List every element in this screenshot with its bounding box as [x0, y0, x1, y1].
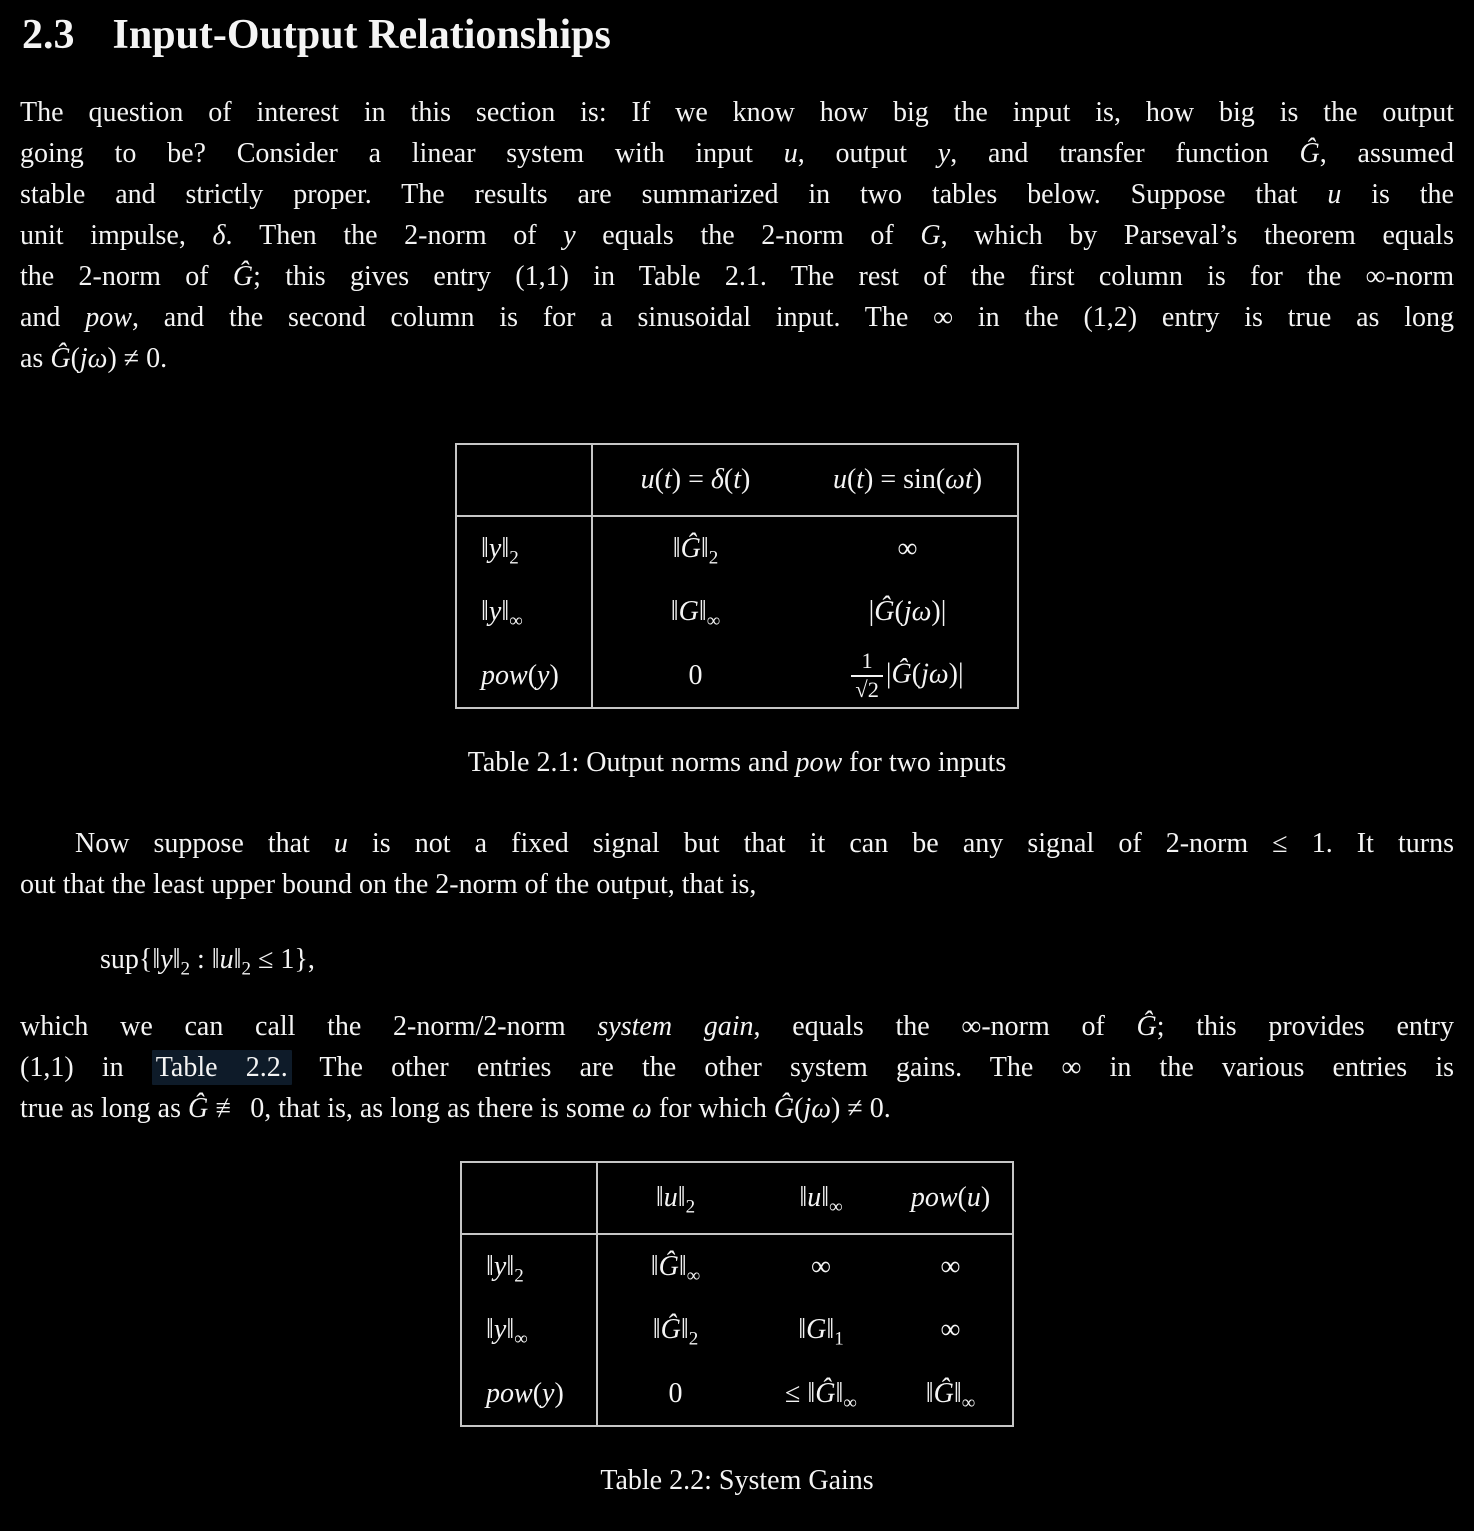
text-run: ωt: [945, 464, 973, 496]
table-cell: [753, 1298, 889, 1362]
text-run: )|: [931, 596, 947, 628]
sup-equation: [100, 939, 1454, 980]
text-run: ‖: [835, 1377, 844, 1409]
table-2-2-link[interactable]: Table 2.2.: [152, 1050, 292, 1085]
text-run: Ĝ: [680, 532, 701, 564]
text-run: (1,1) in: [20, 1052, 152, 1084]
column-header-cell: [753, 1162, 889, 1234]
text-run: ‖: [680, 1314, 689, 1346]
subscript: 2: [509, 547, 519, 569]
text-run: u: [832, 464, 847, 496]
text-run: (: [654, 464, 664, 496]
subscript: ∞: [829, 1196, 843, 1218]
column-header-cell: [592, 444, 798, 516]
table-cell: [889, 1234, 1013, 1298]
text-run: ; this provides entry: [1156, 1011, 1455, 1043]
text-run: ‖: [486, 1250, 494, 1282]
text-run: for which: [651, 1093, 774, 1125]
text-run: ‖: [481, 532, 489, 564]
text-run: as: [20, 343, 51, 375]
subscript: 2: [514, 1265, 524, 1287]
subscript: ∞: [961, 1392, 976, 1414]
text-run: is not a fixed signal but that it can be any signal of 2-norm ≤ 1. It turns: [347, 828, 1454, 860]
text-run: u: [783, 138, 798, 170]
column-header-cell: [798, 444, 1018, 516]
text-run: pow: [85, 302, 132, 334]
text-line: [20, 297, 1454, 338]
subscript: 2: [708, 547, 719, 569]
text-run: (: [794, 1093, 804, 1125]
text-run: ) ≠ 0.: [831, 1093, 891, 1125]
row-label-cell: [461, 1234, 597, 1298]
subscript: ∞: [509, 610, 523, 632]
text-line: [20, 1006, 1454, 1047]
text-run: ‖: [501, 532, 510, 564]
row-label-cell: [456, 516, 592, 580]
table-cell: [889, 1298, 1013, 1362]
row-label-cell: [461, 1362, 597, 1426]
text-run: ‖: [700, 532, 709, 564]
text-run: jω: [903, 596, 932, 628]
table-cell: [597, 1298, 753, 1362]
text-run: G: [920, 220, 941, 252]
subscript: 2: [180, 958, 191, 980]
text-run: Ĝ: [1299, 138, 1320, 170]
text-run: ‖: [678, 1250, 687, 1282]
text-run: ≤ ‖: [785, 1377, 816, 1409]
text-run: jω: [803, 1093, 832, 1125]
text-run: ‖: [501, 596, 510, 628]
text-run: ): [549, 659, 559, 691]
text-run: √: [855, 676, 868, 702]
table-2-1-caption: [20, 742, 1454, 783]
table-cell: [592, 644, 798, 708]
text-run: ≤ 1},: [251, 944, 315, 976]
text-run: ‖: [672, 532, 681, 564]
text-run: stable and strictly proper. The results are summarized in two tables below. Suppose that: [20, 179, 1328, 211]
text-run: , equals the ∞-norm of: [753, 1011, 1137, 1043]
text-line: [20, 338, 1454, 379]
text-run: ; this gives entry (1,1) in Table 2.1. The rest of the first column is for the ∞-norm: [253, 261, 1454, 293]
section-title: Input-Output Relationships: [112, 12, 611, 58]
text-run: Ĝ: [891, 658, 912, 690]
text-run: Ĝ: [874, 596, 895, 628]
text-run: Table 2.1: Output norms and: [467, 747, 796, 779]
subscript: ∞: [706, 610, 721, 632]
column-header-cell: [597, 1162, 753, 1234]
text-run: )|: [948, 658, 964, 690]
text-run: δ: [212, 220, 226, 252]
text-line: [20, 256, 1454, 297]
text-run: ): [741, 464, 751, 496]
text-line: [20, 1047, 1454, 1088]
text-run: : ‖: [190, 944, 220, 976]
row-label-cell: [461, 1298, 597, 1362]
text-run: pow: [795, 747, 843, 779]
text-run: ) ≠ 0.: [107, 343, 168, 375]
table-header-row: [456, 444, 1018, 516]
text-run: true as long as: [20, 1093, 188, 1125]
text-run: 1: [861, 647, 873, 673]
text-run: ‖: [506, 1250, 515, 1282]
text-run: ‖: [655, 1182, 664, 1214]
text-run: Ĝ: [773, 1093, 795, 1125]
table-2-2: [460, 1161, 1014, 1427]
paragraph-system-gain: [20, 1006, 1454, 1129]
text-run: t: [733, 464, 742, 496]
text-run: (: [527, 659, 538, 691]
text-line: [20, 215, 1454, 256]
text-run: u: [1327, 179, 1342, 211]
text-run: (: [532, 1377, 543, 1409]
text-run: 0: [668, 1377, 683, 1409]
text-run: δ: [710, 464, 724, 496]
text-run: 0: [688, 659, 703, 691]
text-run: y: [537, 659, 550, 691]
text-run: u: [807, 1182, 822, 1214]
page: [0, 12, 1474, 1501]
paragraph-sup-intro: [20, 823, 1454, 905]
table-cell: [597, 1234, 753, 1298]
text-run: , and transfer function: [950, 138, 1300, 170]
text-run: ): [972, 464, 983, 496]
text-run: |: [885, 658, 892, 690]
table-cell: [753, 1362, 889, 1426]
text-run: ‖: [925, 1377, 934, 1409]
text-run: The question of interest in this section is: If we know how big the input is, how big is the output: [20, 97, 1454, 129]
subscript: 2: [241, 958, 252, 980]
text-run: ‖: [652, 1314, 661, 1346]
text-run: ∞: [940, 1250, 961, 1282]
section-heading: [22, 12, 1454, 58]
text-run: pow: [481, 659, 528, 691]
text-run: ‖: [650, 1250, 659, 1282]
text-line: [20, 864, 1454, 905]
text-run: u: [966, 1182, 981, 1214]
text-run: , which by Parseval’s theorem equals: [940, 220, 1454, 252]
text-run: ‖: [233, 944, 242, 976]
text-run: for two inputs: [842, 747, 1007, 779]
text-run: G: [678, 596, 699, 628]
table-row: [456, 644, 1018, 708]
section-number: 2.3: [22, 12, 75, 58]
text-run: (: [723, 464, 734, 496]
table-cell: [592, 516, 798, 580]
text-run: , and the second column is for a sinusoidal input. The ∞ in the (1,2) entry is true as long: [131, 302, 1454, 334]
text-run: (: [957, 1182, 967, 1214]
text-run: ): [980, 1182, 991, 1214]
text-run: and: [20, 302, 86, 334]
subscript: ∞: [686, 1265, 701, 1287]
text-run: which we can call the 2-norm/2-norm: [20, 1011, 598, 1043]
text-run: u: [663, 1182, 678, 1214]
text-run: |: [868, 596, 875, 628]
text-run: ‖: [677, 1182, 686, 1214]
text-run: Ĝ: [1136, 1011, 1157, 1043]
text-run: Table 2.2: System Gains: [600, 1465, 874, 1497]
text-run: is the: [1341, 179, 1454, 211]
table-cell: [798, 580, 1018, 644]
text-run: u: [640, 464, 655, 496]
text-run: ≢ 0, that is, as long as there is some: [208, 1093, 633, 1125]
text-run: t: [856, 464, 865, 496]
table-2-1: [455, 443, 1019, 709]
text-run: ‖: [798, 1314, 807, 1346]
text-run: (: [911, 658, 922, 690]
text-run: Now suppose that: [75, 828, 334, 860]
text-run: system gain: [597, 1011, 754, 1043]
subscript: ∞: [514, 1328, 528, 1350]
text-run: Ĝ: [50, 343, 71, 375]
text-run: . Then the 2-norm of: [225, 220, 564, 252]
text-run: y: [493, 1314, 507, 1346]
subscript: 1: [834, 1328, 844, 1350]
text-run: ) = sin(: [864, 464, 946, 496]
text-run: pow: [910, 1182, 958, 1214]
text-line: [20, 92, 1454, 133]
text-run: The other entries are the other system gains. The ∞ in the various entries is: [291, 1052, 1455, 1084]
text-run: jω: [79, 343, 108, 375]
fraction-numerator: [851, 648, 883, 675]
text-run: (: [70, 343, 80, 375]
text-run: out that the least upper bound on the 2-norm of the output, that is,: [20, 869, 757, 901]
table-cell: [753, 1234, 889, 1298]
text-run: ): [554, 1377, 564, 1409]
text-run: ∞: [811, 1250, 831, 1282]
table-header-row: [461, 1162, 1013, 1234]
subscript: ∞: [843, 1392, 857, 1414]
text-run: sup{‖: [100, 944, 161, 976]
text-run: (: [894, 596, 904, 628]
text-run: y: [488, 532, 502, 564]
text-run: ‖: [826, 1314, 835, 1346]
text-run: ω: [632, 1093, 652, 1125]
text-run: Ĝ: [232, 261, 254, 293]
text-line: [20, 823, 1454, 864]
text-run: ∞: [940, 1314, 961, 1346]
text-line: [20, 174, 1454, 215]
table-2-2-caption: [20, 1460, 1454, 1501]
text-run: ‖: [953, 1377, 962, 1409]
corner-cell: [461, 1162, 597, 1234]
text-run: u: [219, 944, 234, 976]
text-run: (: [846, 464, 857, 496]
text-run: ‖: [506, 1314, 515, 1346]
table-row: [461, 1234, 1013, 1298]
text-run: y: [488, 596, 502, 628]
table-row: [456, 580, 1018, 644]
text-run: ‖: [481, 596, 489, 628]
text-line: [20, 1088, 1454, 1129]
text-run: equals the 2-norm of: [575, 220, 921, 252]
text-run: ‖: [172, 944, 181, 976]
table-cell: [889, 1362, 1013, 1426]
text-run: t: [663, 464, 672, 496]
text-run: y: [563, 220, 576, 252]
paragraph-intro: [20, 92, 1454, 379]
text-run: jω: [921, 658, 949, 690]
table-row: [461, 1362, 1013, 1426]
text-run: unit impulse,: [20, 220, 213, 252]
text-run: ‖: [799, 1182, 808, 1214]
text-run: going to be? Consider a linear system with input: [20, 138, 784, 170]
text-run: ‖: [698, 596, 707, 628]
column-header-cell: [889, 1162, 1013, 1234]
table-cell: [597, 1362, 753, 1426]
text-run: , assumed: [1319, 138, 1454, 170]
table-row: [456, 516, 1018, 580]
table-cell: [592, 580, 798, 644]
text-run: Ĝ: [815, 1377, 836, 1409]
text-run: y: [160, 944, 173, 976]
table-cell: [798, 644, 1018, 708]
text-run: Ĝ: [660, 1314, 681, 1346]
text-run: ‖: [821, 1182, 830, 1214]
text-run: 2: [867, 676, 879, 702]
text-run: , output: [797, 138, 938, 170]
row-label-cell: [456, 644, 592, 708]
text-run: G: [806, 1314, 827, 1346]
text-run: pow: [486, 1377, 533, 1409]
text-run: Ĝ: [187, 1093, 209, 1125]
text-run: ∞: [897, 532, 918, 564]
text-run: ‖: [670, 596, 679, 628]
text-line: [20, 133, 1454, 174]
text-run: the 2-norm of: [20, 261, 233, 293]
corner-cell: [456, 444, 592, 516]
fraction-denominator: [851, 675, 883, 704]
table-cell: [798, 516, 1018, 580]
subscript: 2: [688, 1328, 699, 1350]
text-run: ) =: [671, 464, 711, 496]
row-label-cell: [456, 580, 592, 644]
text-run: y: [542, 1377, 555, 1409]
text-run: y: [937, 138, 951, 170]
text-run: Ĝ: [933, 1377, 954, 1409]
text-run: ‖: [486, 1314, 494, 1346]
text-run: Ĝ: [658, 1250, 679, 1282]
subscript: 2: [685, 1196, 696, 1218]
text-run: y: [493, 1250, 507, 1282]
table-row: [461, 1298, 1013, 1362]
text-run: u: [333, 828, 348, 860]
fraction: [851, 648, 883, 704]
